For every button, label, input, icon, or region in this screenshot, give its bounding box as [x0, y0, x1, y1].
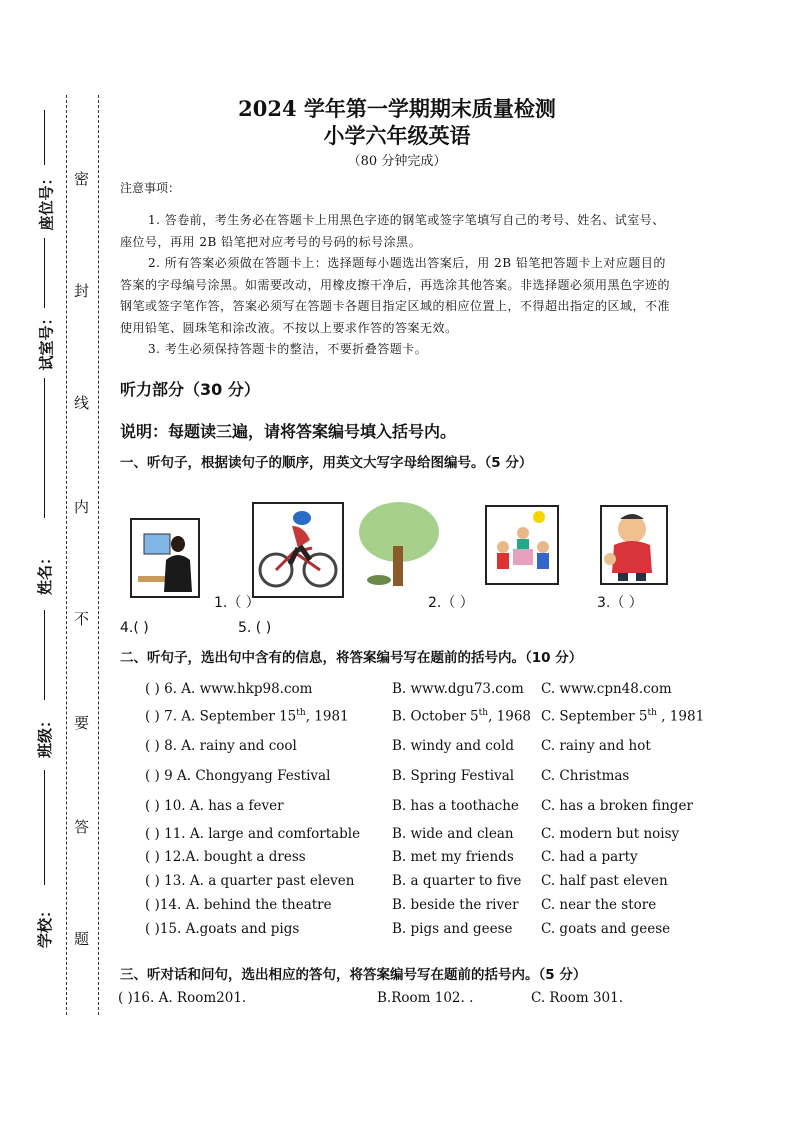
picture-sick-boy [600, 505, 668, 585]
tree-reading-icon [355, 496, 441, 590]
seal-char-2: 封 [74, 282, 90, 300]
q13-b: B. a quarter to five [392, 873, 522, 889]
q12-c: C. had a party [541, 849, 638, 865]
q10-c: C. has a broken finger [541, 798, 693, 814]
picture-tree [355, 496, 441, 590]
room-number-label: 试室号： [37, 310, 56, 371]
room-blank-line [44, 238, 46, 308]
q7-b-tail: , 1968 [488, 708, 532, 725]
q15-c: C. goats and geese [541, 921, 671, 937]
exam-subtitle: 小学六年级英语 [323, 123, 471, 148]
answer-blank-1[interactable]: 1.（ ） [214, 595, 260, 611]
bicycle-rider-icon [254, 504, 342, 596]
q8-b: B. windy and cold [392, 738, 514, 754]
seal-char-8: 题 [74, 930, 90, 948]
q13-c: C. half past eleven [541, 873, 668, 889]
note-item-1: 1. 答卷前，考生务必在答题卡上用黑色字迹的钢笔或签字笔填写自己的考号、姓名、试室号、座位号，再用 2B 铅笔把对应考号的号码的标号涂黑。 [120, 213, 665, 249]
q14-b: B. beside the river [392, 897, 519, 913]
name-label: 姓名： [36, 549, 55, 596]
name-blank-line [44, 610, 46, 700]
q10-b: B. has a toothache [392, 798, 519, 814]
picture-party [485, 505, 559, 585]
q15-a: ( )15. A.goats and pigs [145, 921, 300, 937]
q16-c: C. Room 301. [531, 990, 624, 1006]
exam-title: 2024 学年第一学期期末质量检测 [238, 96, 556, 121]
part2-heading: 二、听句子，选出句中含有的信息，将答案编号写在题前的括号内。（10 分） [120, 650, 583, 666]
q11-b: B. wide and clean [392, 826, 514, 842]
school-label: 学校： [36, 902, 55, 949]
answer-blank-3[interactable]: 3.（ ） [597, 595, 643, 611]
q8-a: ( ) 8. A. rainy and cool [145, 738, 297, 754]
q7-c-sup: th [647, 708, 657, 718]
q14-a: ( )14. A. behind the theatre [145, 897, 332, 913]
q7-a-text: ( ) 7. A. September 15 [145, 708, 297, 725]
class-blank-line [44, 770, 46, 885]
sick-boy-icon [602, 507, 666, 583]
q7-c [541, 708, 704, 725]
class-label: 班级： [36, 712, 55, 759]
seat-number-label: 座位号： [37, 170, 56, 231]
q15-b: B. pigs and geese [392, 921, 513, 937]
seal-char-5: 不 [74, 610, 90, 628]
q8-c: C. rainy and hot [541, 738, 651, 754]
q6-a: ( ) 6. A. www.hkp98.com [145, 681, 313, 697]
answer-blank-2[interactable]: 2.（ ） [428, 595, 474, 611]
answer-blank-4[interactable]: 4.( ) [120, 620, 149, 636]
q7-c-text: C. September 5 [541, 708, 648, 725]
q7-c-tail: , 1981 [656, 708, 705, 725]
q11-c: C. modern but noisy [541, 826, 680, 842]
q9-c: C. Christmas [541, 768, 630, 784]
binding-line-left [66, 95, 67, 1015]
picture-computer [130, 518, 200, 598]
seal-char-6: 要 [74, 714, 90, 732]
q9-b: B. Spring Festival [392, 768, 515, 784]
q14-c: C. near the store [541, 897, 657, 913]
q12-b: B. met my friends [392, 849, 514, 865]
q7-b-sup: th [478, 708, 489, 718]
q16-a: ( )16. A. Room201. [118, 990, 247, 1006]
seal-char-7: 答 [74, 818, 90, 836]
q7-a-tail: , 1981 [305, 708, 349, 725]
listening-instruction: 说明：每题读三遍，请将答案编号填入括号内。 [120, 422, 457, 441]
binding-line-right [98, 95, 99, 1015]
party-icon [487, 507, 557, 583]
q7-a [145, 708, 349, 725]
seal-char-4: 内 [74, 498, 90, 516]
q16-b: B.Room 102. . [377, 990, 474, 1006]
listening-heading: 听力部分（30 分） [120, 380, 260, 399]
room-blank-line-2 [44, 378, 46, 518]
q10-a: ( ) 10. A. has a fever [145, 798, 284, 814]
seal-char-1: 密 [74, 170, 90, 188]
note-item-3: 3. 考生必须保持答题卡的整洁，不要折叠答题卡。 [148, 342, 428, 356]
q13-a: ( ) 13. A. a quarter past eleven [145, 873, 355, 889]
picture-cycling [252, 502, 344, 598]
q6-b: B. www.dgu73.com [392, 681, 524, 697]
computer-user-icon [132, 520, 198, 596]
seal-char-3: 线 [74, 394, 90, 412]
answer-blank-5[interactable]: 5. ( ) [238, 620, 272, 636]
q7-b [392, 708, 531, 725]
q6-c: C. www.cpn48.com [541, 681, 672, 697]
note-item-2: 2. 所有答案必须做在答题卡上：选择题每小题选出答案后，用 2B 铅笔把答题卡上对应题目的答案的字母编号涂黑。如需要改动，用橡皮擦干净后，再选涂其他答案。非选择题必须用黑色字迹的钢笔或签字笔作答，答案必须写在答题卡各题目指定区域的相应位置上，不得超出指定的区域，不准使用铅笔、圆珠笔和涂改液。不按以上要求作答的答案无效。 [120, 256, 671, 335]
q9-a: ( ) 9 A. Chongyang Festival [145, 768, 331, 784]
q11-a: ( ) 11. A. large and comfortable [145, 826, 361, 842]
notes-heading: 注意事项： [120, 181, 181, 195]
q7-b-text: B. October 5 [392, 708, 479, 725]
part1-heading: 一、听句子，根据读句子的顺序，用英文大写字母给图编号。（5 分） [120, 455, 533, 471]
q7-a-sup: th [296, 708, 306, 718]
part3-heading: 三、听对话和问句，选出相应的答句，将答案编号写在题前的括号内。（5 分） [120, 967, 587, 983]
q12-a: ( ) 12.A. bought a dress [145, 849, 306, 865]
exam-time: （80 分钟完成） [347, 154, 447, 169]
